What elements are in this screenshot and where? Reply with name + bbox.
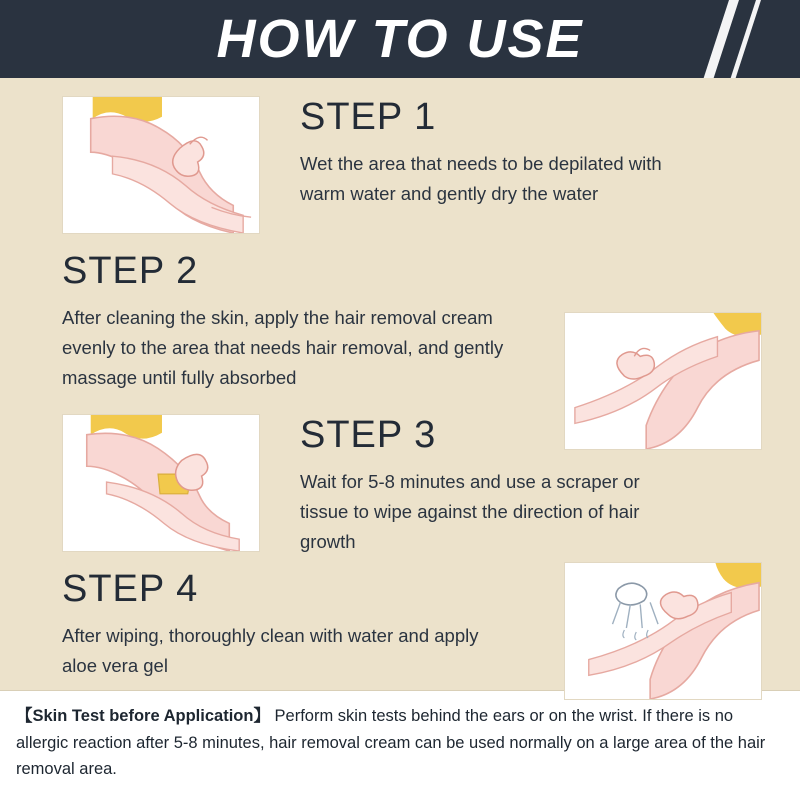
step-1-title: STEP 1	[300, 96, 437, 138]
step-3-title: STEP 3	[300, 414, 437, 456]
step-2-text	[62, 250, 564, 393]
footer-paragraph	[16, 703, 784, 783]
step-4-text	[62, 568, 564, 681]
footer-note	[0, 690, 800, 800]
step-1-description: Wet the area that needs to be depilated with warm water and gently dry the water	[300, 153, 662, 204]
step-3-image	[62, 414, 260, 552]
step-2-description: After cleaning the skin, apply the hair removal cream evenly to the area that needs hair removal, and gently massage until fully absorbed	[62, 307, 504, 388]
step-3-text	[300, 414, 762, 557]
step-2-title: STEP 2	[62, 250, 199, 292]
footer-body: Perform skin tests behind the ears or on the wrist. If there is no allergic reaction after 5-8 minutes, hair removal cream can be used normally on a large area of the hair removal area.	[16, 707, 766, 779]
footer-label: 【Skin Test before Application】	[16, 707, 270, 725]
step-4-description: After wiping, thoroughly clean with water and apply aloe vera gel	[62, 625, 479, 676]
header-banner	[0, 0, 800, 78]
step-4-image	[564, 562, 762, 700]
step-3-description: Wait for 5-8 minutes and use a scraper or tissue to wipe against the direction of hair growth	[300, 471, 640, 552]
step-1-image	[62, 96, 260, 234]
step-row-3	[62, 414, 762, 557]
step-1-text	[300, 96, 762, 209]
step-row-4	[62, 568, 762, 700]
step-row-1	[62, 96, 762, 234]
step-4-title: STEP 4	[62, 568, 199, 610]
page-title: HOW TO USE	[216, 9, 584, 69]
steps-container	[0, 78, 800, 690]
